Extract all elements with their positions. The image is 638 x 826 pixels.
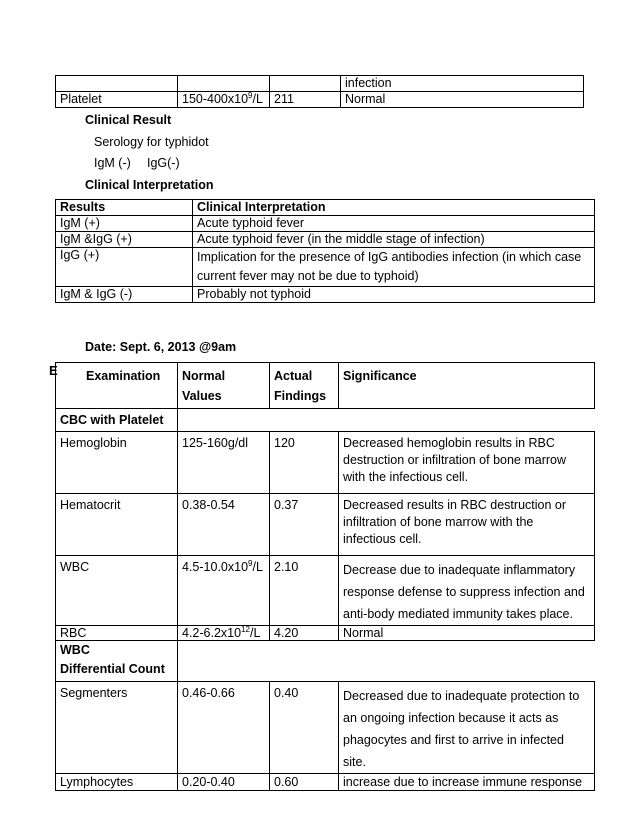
cell-significance: Normal bbox=[339, 626, 595, 641]
table-row bbox=[56, 92, 584, 108]
serology-line: Serology for typhidot bbox=[94, 135, 209, 149]
cell-actual: 4.20 bbox=[270, 626, 339, 641]
cell-interp: Probably not typhoid bbox=[193, 287, 595, 303]
cell-interp: Acute typhoid fever bbox=[193, 216, 595, 232]
cell-significance: Decrease due to inadequate inflammatory response defense to suppress infection and anti-body mediated immunity takes place. bbox=[339, 556, 595, 626]
cell-exam: Hemoglobin bbox=[56, 432, 178, 494]
date-line: Date: Sept. 6, 2013 @9am bbox=[85, 340, 237, 354]
table-row bbox=[56, 432, 595, 494]
table-header-row bbox=[56, 363, 595, 409]
table-row bbox=[56, 216, 595, 232]
cell-actual: 2.10 bbox=[270, 556, 339, 626]
cell-actual: 0.60 bbox=[270, 774, 339, 791]
cell-significance: Decreased due to inadequate protection to an ongoing infection because it acts as phagocytes and first to arrive in infected site. bbox=[339, 682, 595, 774]
cell-test: Platelet bbox=[56, 92, 178, 108]
cell-normal: 0.46-0.66 bbox=[178, 682, 270, 774]
cell-interp: Implication for the presence of IgG antibodies infection (in which case current fever may not be due to typhoid) bbox=[193, 248, 595, 287]
cell-result: IgM & IgG (-) bbox=[56, 287, 193, 303]
cell-normal: $4.5-10.0x10^9/L$ bbox=[178, 556, 270, 626]
table-row bbox=[56, 232, 595, 248]
cell-actual: 0.40 bbox=[270, 682, 339, 774]
cell-normal bbox=[178, 76, 270, 92]
cell-exam: Lymphocytes bbox=[56, 774, 178, 791]
cell-exam: RBC bbox=[56, 626, 178, 641]
cell-exam: WBC bbox=[56, 556, 178, 626]
igm-result: IgM (-) bbox=[94, 156, 131, 170]
interpretation-table bbox=[55, 199, 595, 303]
header-examination: Examination bbox=[56, 363, 178, 409]
cell-significance: increase due to increase immune response bbox=[339, 774, 595, 791]
differential-heading: WBC Differential Count bbox=[56, 641, 178, 682]
cell-significance: Decreased hemoglobin results in RBC destruction or infiltration of bone marrow with the infectious cell. bbox=[339, 432, 595, 494]
table-row bbox=[56, 76, 584, 92]
igg-result: IgG(-) bbox=[147, 156, 180, 170]
header-normal: Normal Values bbox=[178, 363, 270, 409]
cell-exam: Hematocrit bbox=[56, 494, 178, 556]
cell-result: IgM &IgG (+) bbox=[56, 232, 193, 248]
cell-actual: 120 bbox=[270, 432, 339, 494]
cell-normal: $150-400x10^9/L$ bbox=[178, 92, 270, 108]
cell-normal: $4.2-6.2x10^{12}/L$ bbox=[178, 626, 270, 641]
cell-normal: 0.38-0.54 bbox=[178, 494, 270, 556]
header-results: Results bbox=[56, 200, 193, 216]
table-row bbox=[56, 556, 595, 626]
table-row bbox=[56, 287, 595, 303]
clinical-result-heading: Clinical Result bbox=[85, 113, 172, 127]
cell-remark: Normal bbox=[341, 92, 584, 108]
margin-letter: E bbox=[49, 363, 58, 378]
header-significance: Significance bbox=[339, 363, 595, 409]
cell-actual: 211 bbox=[270, 92, 341, 108]
top-results-table bbox=[55, 75, 584, 108]
cell-interp: Acute typhoid fever (in the middle stage of infection) bbox=[193, 232, 595, 248]
examination-table bbox=[55, 362, 595, 791]
cell-remark: infection bbox=[341, 76, 584, 92]
header-actual: Actual Findings bbox=[270, 363, 339, 409]
table-row bbox=[56, 248, 595, 287]
cell-significance: Decreased results in RBC destruction or infiltration of bone marrow with the infectious cell. bbox=[339, 494, 595, 556]
table-row bbox=[56, 774, 595, 791]
cell-exam: Segmenters bbox=[56, 682, 178, 774]
cell-result: IgM (+) bbox=[56, 216, 193, 232]
cell-normal: 125-160g/dl bbox=[178, 432, 270, 494]
cbc-heading: CBC with Platelet bbox=[56, 409, 178, 432]
table-row bbox=[56, 626, 595, 641]
table-row bbox=[56, 682, 595, 774]
cell-result: IgG (+) bbox=[56, 248, 193, 287]
table-header-row bbox=[56, 200, 595, 216]
cell-actual bbox=[270, 76, 341, 92]
table-row bbox=[56, 494, 595, 556]
table-row bbox=[56, 641, 595, 682]
cell-actual: 0.37 bbox=[270, 494, 339, 556]
cell-normal: 0.20-0.40 bbox=[178, 774, 270, 791]
cell-test bbox=[56, 76, 178, 92]
table-row bbox=[56, 409, 595, 432]
header-interpretation: Clinical Interpretation bbox=[193, 200, 595, 216]
clinical-interpretation-heading: Clinical Interpretation bbox=[85, 178, 214, 192]
